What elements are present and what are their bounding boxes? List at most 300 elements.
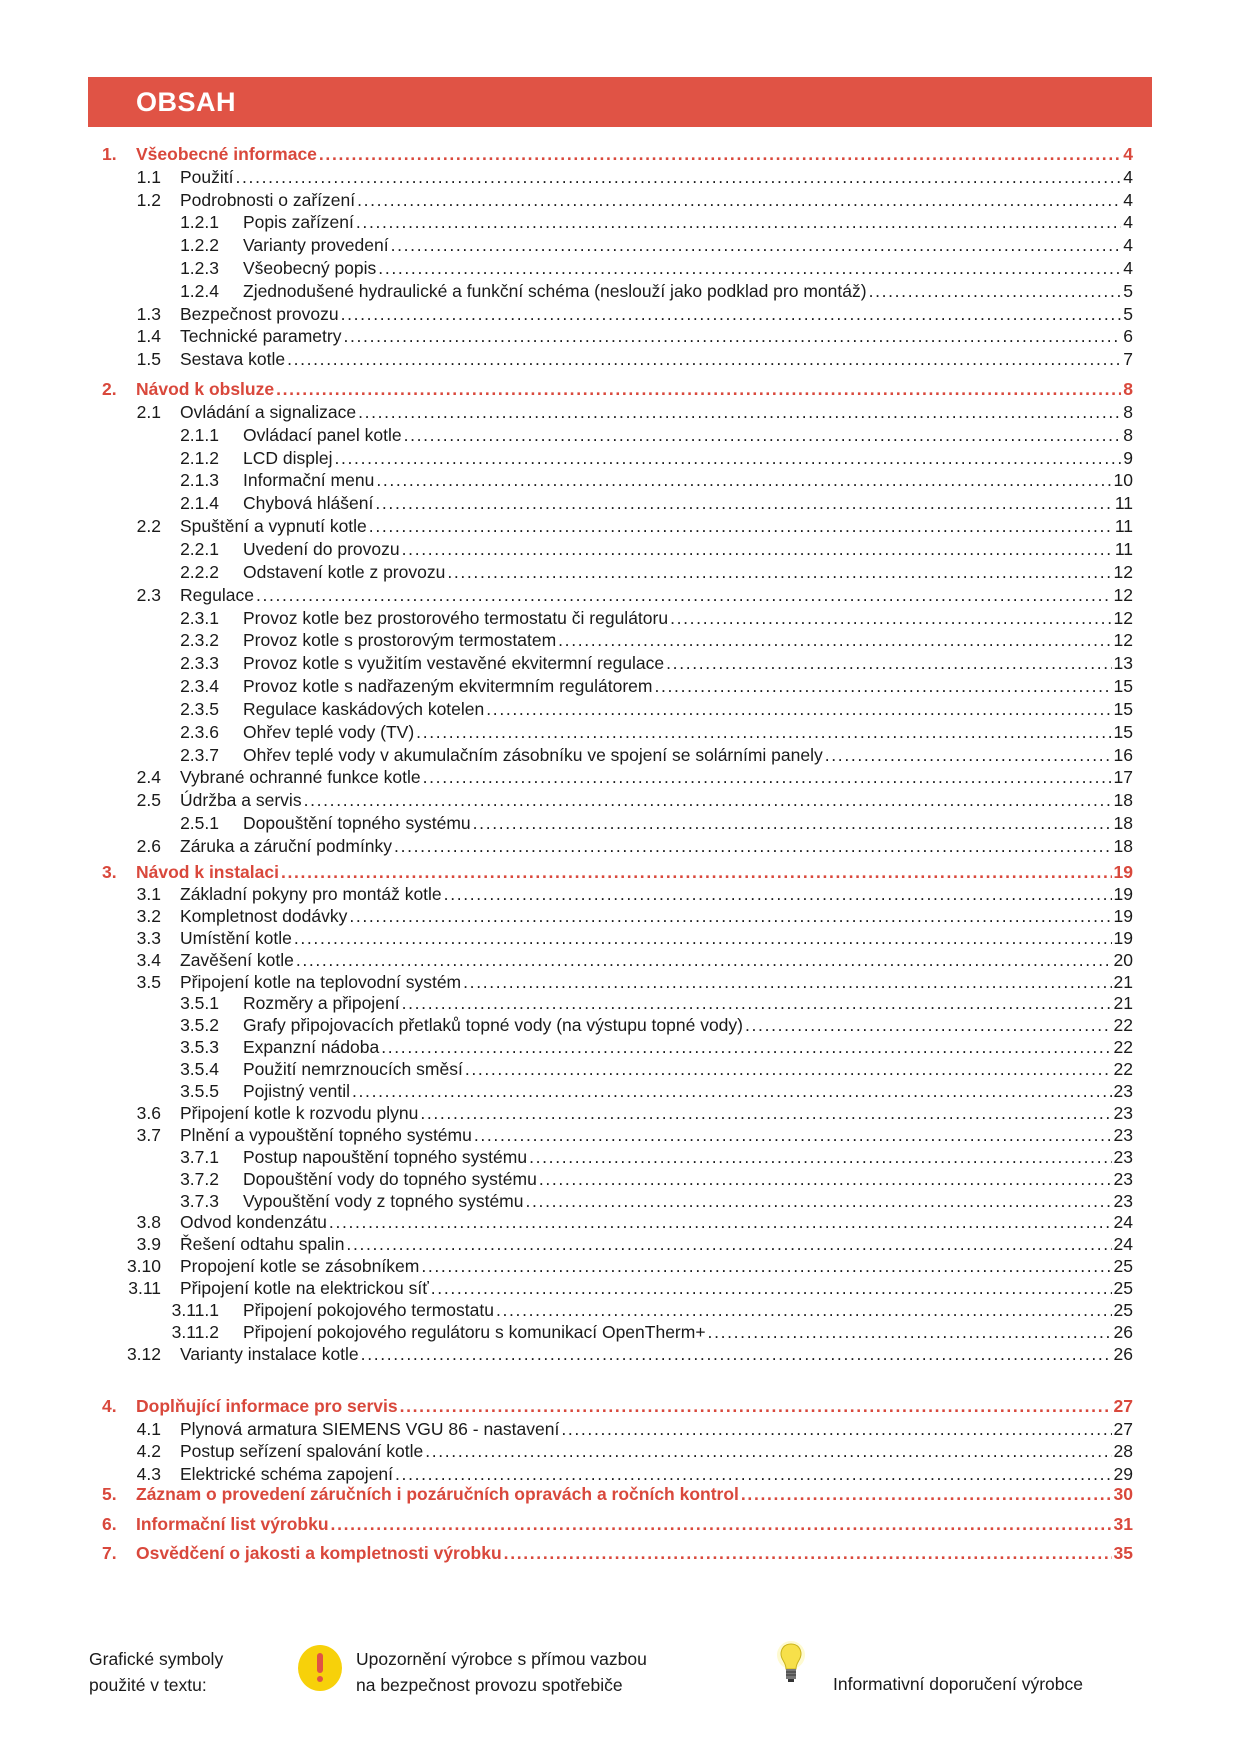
dot-leader — [256, 584, 1112, 606]
entry-title[interactable]: Podrobnosti o zařízení — [180, 189, 356, 210]
dot-leader — [486, 698, 1111, 720]
entry-line — [243, 1321, 1133, 1343]
entry-title[interactable]: Záznam o provedení záručních i pozáručních opravách a ročních kontrol — [136, 1484, 739, 1504]
entry-number: 2.5 — [136, 790, 161, 811]
entry-number: 2.5.1 — [180, 813, 219, 834]
entry-number: 4.3 — [136, 1464, 161, 1485]
entry-page-number: 24 — [1113, 1234, 1133, 1255]
entry-line — [243, 561, 1133, 583]
entry-title[interactable]: Základní pokyny pro montáž kotle — [180, 883, 442, 904]
toc-entry[interactable] — [0, 325, 1240, 347]
toc-header — [88, 77, 1152, 127]
toc-entry[interactable] — [0, 675, 1240, 697]
entry-line — [180, 303, 1133, 325]
dot-leader — [447, 561, 1111, 583]
toc-entry[interactable] — [0, 1146, 1240, 1168]
entry-title[interactable]: Použití nemrznoucích směsí — [243, 1059, 463, 1080]
toc-entry[interactable] — [0, 1014, 1240, 1036]
dot-leader — [473, 812, 1112, 834]
toc-entry[interactable] — [0, 166, 1240, 188]
entry-line — [180, 1233, 1133, 1255]
toc-entry[interactable] — [0, 1299, 1240, 1321]
toc-entry[interactable] — [0, 1102, 1240, 1124]
dot-leader — [343, 325, 1121, 347]
entry-line — [180, 515, 1133, 537]
entry-page-number: 4 — [1123, 189, 1133, 210]
entry-number: 3.11 — [128, 1278, 161, 1299]
entry-page-number: 23 — [1113, 1146, 1133, 1167]
entry-title[interactable]: Návod k instalaci — [136, 862, 279, 882]
dot-leader — [304, 789, 1112, 811]
entry-title[interactable]: Návod k obsluze — [136, 379, 275, 399]
entry-line — [136, 1513, 1133, 1535]
entry-title[interactable]: Dopouštění vody do topného systému — [243, 1168, 537, 1189]
dot-leader — [654, 675, 1111, 697]
entry-line — [243, 652, 1133, 674]
toc-entry[interactable] — [0, 971, 1240, 993]
entry-title[interactable]: Připojení kotle k rozvodu plynu — [180, 1102, 419, 1123]
toc-chapter-entry[interactable] — [0, 861, 1240, 883]
dot-leader — [666, 652, 1111, 674]
entry-number: 1.4 — [136, 326, 161, 347]
entry-page-number: 8 — [1123, 379, 1133, 399]
toc-entry[interactable] — [0, 1058, 1240, 1080]
dot-leader — [825, 744, 1112, 766]
entry-title[interactable]: Ohřev teplé vody v akumulačním zásobníku ve spojení se solárními panely — [243, 744, 823, 765]
entry-title[interactable]: Sestava kotle — [180, 349, 286, 370]
entry-line — [180, 835, 1133, 857]
toc-entry[interactable] — [0, 789, 1240, 811]
entry-line — [243, 1036, 1133, 1058]
toc-entry[interactable] — [0, 1277, 1240, 1299]
entry-number: 2.1.3 — [180, 470, 219, 491]
toc-entry[interactable] — [0, 561, 1240, 583]
entry-line — [243, 492, 1133, 514]
entry-title[interactable]: Bezpečnost provozu — [180, 303, 339, 324]
exclamation-icon — [298, 1645, 342, 1691]
entry-title[interactable]: Připojení kotle na teplovodní systém — [180, 971, 462, 992]
entry-title[interactable]: Provoz kotle s využitím vestavěné ekvitermní regulace — [243, 653, 665, 674]
toc-chapter-entry[interactable] — [0, 1483, 1240, 1505]
entry-title[interactable]: Technické parametry — [180, 326, 342, 347]
dot-leader — [529, 1146, 1111, 1168]
toc-entry[interactable] — [0, 812, 1240, 834]
entry-page-number: 21 — [1113, 993, 1133, 1014]
entry-title[interactable]: Spuštění a vypnutí kotle — [180, 516, 367, 537]
dot-leader — [378, 257, 1121, 279]
entry-number: 3.5.2 — [180, 1015, 219, 1036]
toc-entry[interactable] — [0, 883, 1240, 905]
entry-title[interactable]: Záruka a záruční podmínky — [180, 836, 393, 856]
entry-title[interactable]: Zjednodušené hydraulické a funkční schéma (neslouží jako podklad pro montáž) — [243, 280, 867, 301]
toc-entry[interactable] — [0, 1321, 1240, 1343]
entry-line — [180, 1124, 1133, 1146]
toc-entry[interactable] — [0, 492, 1240, 514]
entry-page-number: 25 — [1113, 1256, 1133, 1277]
entry-number: 3.5 — [136, 971, 161, 992]
toc-entry[interactable] — [0, 1190, 1240, 1212]
toc-entry[interactable] — [0, 721, 1240, 743]
entry-title[interactable]: Popis zařízení — [243, 212, 354, 233]
toc-entry[interactable] — [0, 949, 1240, 971]
toc-entry[interactable] — [0, 303, 1240, 325]
entry-line — [243, 812, 1133, 834]
entry-number: 1.2.1 — [180, 212, 219, 233]
entry-page-number: 15 — [1113, 698, 1133, 719]
dot-leader — [420, 1102, 1111, 1124]
dot-leader — [474, 1124, 1112, 1146]
entry-title[interactable]: Elektrické schéma zapojení — [180, 1464, 394, 1485]
entry-title[interactable]: Připojení kotle na elektrickou síť — [180, 1278, 429, 1299]
dot-leader — [361, 1343, 1112, 1365]
toc-entry[interactable] — [0, 652, 1240, 674]
entry-page-number: 22 — [1113, 1037, 1133, 1058]
entry-title[interactable]: Postup seřízení spalování kotle — [180, 1441, 424, 1462]
entry-title[interactable]: Chybová hlášení — [243, 493, 374, 514]
entry-line — [136, 1483, 1133, 1505]
toc-entry[interactable] — [0, 515, 1240, 537]
dot-leader — [276, 378, 1121, 400]
dot-leader — [465, 1058, 1112, 1080]
toc-entry[interactable] — [0, 1168, 1240, 1190]
entry-page-number: 19 — [1113, 927, 1133, 948]
entry-line — [243, 607, 1133, 629]
entry-page-number: 4 — [1123, 144, 1133, 164]
entry-title[interactable]: Doplňující informace pro servis — [136, 1396, 398, 1416]
entry-number: 3.7 — [136, 1124, 161, 1145]
entry-number: 3.5.3 — [180, 1037, 219, 1058]
toc-entry[interactable] — [0, 1343, 1240, 1365]
toc-entry[interactable] — [0, 1036, 1240, 1058]
entry-page-number: 4 — [1123, 235, 1133, 256]
entry-number: 2.6 — [136, 836, 161, 856]
entry-title[interactable]: Připojení pokojového termostatu — [243, 1300, 494, 1320]
entry-title[interactable]: Provoz kotle s prostorovým termostatem — [243, 630, 557, 651]
dot-leader — [394, 835, 1111, 857]
entry-title[interactable]: Varianty instalace kotle — [180, 1343, 359, 1364]
entry-number: 3.5.5 — [180, 1081, 219, 1101]
entry-number: 7. — [102, 1543, 117, 1563]
dot-leader — [296, 949, 1112, 971]
info-symbol-description: Informativní doporučení výrobce — [833, 1674, 1083, 1694]
entry-page-number: 29 — [1113, 1464, 1133, 1485]
legend-label-line: použité v textu: — [89, 1675, 207, 1695]
entry-page-number: 5 — [1123, 303, 1133, 324]
entry-line — [243, 744, 1133, 766]
entry-line — [243, 629, 1133, 651]
entry-page-number: 17 — [1113, 767, 1133, 788]
toc-entry[interactable] — [0, 1233, 1240, 1255]
entry-title[interactable]: Postup napouštění topného systému — [243, 1146, 528, 1167]
dot-leader — [404, 424, 1122, 446]
entry-number: 3.4 — [136, 949, 161, 970]
entry-number: 1.2.4 — [180, 280, 219, 301]
entry-page-number: 22 — [1113, 1059, 1133, 1080]
entry-title[interactable]: Zavěšení kotle — [180, 949, 294, 970]
dot-leader — [281, 861, 1112, 883]
entry-page-number: 25 — [1113, 1278, 1133, 1299]
entry-line — [180, 1418, 1133, 1440]
entry-page-number: 15 — [1113, 721, 1133, 742]
entry-line — [243, 257, 1133, 279]
toc-chapter-entry[interactable] — [0, 1395, 1240, 1417]
entry-page-number: 19 — [1113, 905, 1133, 926]
entry-number: 2.3.3 — [180, 653, 219, 674]
entry-page-number: 16 — [1113, 744, 1133, 765]
entry-title[interactable]: Umístění kotle — [180, 927, 292, 948]
entry-number: 4.1 — [136, 1418, 161, 1439]
dot-leader — [741, 1483, 1112, 1505]
entry-title[interactable]: Provoz kotle bez prostorového termostatu či regulátoru — [243, 607, 669, 628]
toc-entry[interactable] — [0, 992, 1240, 1014]
entry-page-number: 8 — [1123, 424, 1133, 445]
entry-title[interactable]: Vypouštění vody z topného systému — [243, 1190, 524, 1211]
toc-chapter-entry[interactable] — [0, 1542, 1240, 1564]
toc-entry[interactable] — [0, 1124, 1240, 1146]
dot-leader — [670, 607, 1111, 629]
dot-leader — [381, 1036, 1111, 1058]
dot-leader — [334, 447, 1121, 469]
entry-line — [243, 280, 1133, 302]
entry-title[interactable]: Regulace kaskádových kotelen — [243, 698, 485, 719]
entry-page-number: 4 — [1123, 212, 1133, 233]
entry-line — [180, 584, 1133, 606]
entry-title[interactable]: Připojení pokojového regulátoru s komunikací OpenTherm+ — [243, 1321, 706, 1342]
entry-number: 1.2.3 — [180, 258, 219, 278]
entry-page-number: 12 — [1113, 607, 1133, 628]
entry-line — [180, 166, 1133, 188]
entry-page-number: 19 — [1113, 862, 1133, 882]
entry-number: 1.2.2 — [180, 235, 219, 256]
dot-leader — [745, 1014, 1112, 1036]
toc-entry[interactable] — [0, 766, 1240, 788]
dot-leader — [376, 469, 1111, 491]
toc-entry[interactable] — [0, 927, 1240, 949]
entry-number: 3.7.3 — [180, 1190, 219, 1211]
entry-line — [136, 1395, 1133, 1417]
entry-title[interactable]: Varianty provedení — [243, 235, 389, 256]
entry-page-number: 12 — [1113, 584, 1133, 605]
warning-symbol-description — [356, 1646, 647, 1698]
toc-entry[interactable] — [0, 469, 1240, 491]
entry-number: 3. — [102, 862, 117, 882]
dot-leader — [375, 492, 1112, 514]
dot-leader — [329, 1211, 1112, 1233]
dot-leader — [349, 905, 1111, 927]
entry-number: 2.3.4 — [180, 676, 219, 697]
entry-line — [180, 1440, 1133, 1462]
entry-number: 2.3.6 — [180, 721, 219, 742]
legend-label-line: Grafické symboly — [89, 1649, 224, 1669]
toc-entry[interactable] — [0, 835, 1240, 857]
entry-line — [180, 1211, 1133, 1233]
entry-number: 2.1 — [136, 401, 161, 422]
entry-page-number: 28 — [1113, 1441, 1133, 1462]
entry-title[interactable]: Všeobecné informace — [136, 144, 317, 164]
entry-page-number: 8 — [1123, 401, 1133, 422]
entry-number: 3.10 — [126, 1256, 161, 1277]
toc-entry[interactable] — [0, 189, 1240, 211]
warning-text-line: Upozornění výrobce s přímou vazbou — [356, 1649, 647, 1669]
entry-number: 1.2 — [136, 189, 161, 210]
entry-number: 2.1.1 — [180, 424, 219, 445]
entry-title[interactable]: Grafy připojovacích přetlaků topné vody (na výstupu topné vody) — [243, 1015, 743, 1036]
entry-title[interactable]: Ovládání a signalizace — [180, 401, 357, 422]
entry-page-number: 23 — [1113, 1102, 1133, 1123]
entry-number: 2. — [102, 379, 117, 399]
entry-number: 2.2.1 — [180, 538, 219, 559]
entry-page-number: 11 — [1114, 493, 1133, 514]
toc-entry[interactable] — [0, 607, 1240, 629]
entry-number: 2.2 — [136, 516, 161, 537]
entry-title[interactable]: Odstavení kotle z provozu — [243, 561, 446, 582]
toc-entry[interactable] — [0, 280, 1240, 302]
entry-page-number: 21 — [1113, 971, 1133, 992]
toc-entry[interactable] — [0, 447, 1240, 469]
entry-number: 2.3.5 — [180, 698, 219, 719]
toc-entry[interactable] — [0, 211, 1240, 233]
entry-line — [180, 1277, 1133, 1299]
entry-line — [180, 927, 1133, 949]
toc-entry[interactable] — [0, 1255, 1240, 1277]
entry-title[interactable]: Informační menu — [243, 470, 375, 491]
dot-leader — [331, 1513, 1112, 1535]
entry-page-number: 35 — [1113, 1543, 1133, 1563]
dot-leader — [287, 348, 1121, 370]
lightbulb-icon — [776, 1640, 806, 1690]
toc-entry[interactable] — [0, 348, 1240, 370]
dot-leader — [357, 189, 1121, 211]
symbols-legend-label — [89, 1646, 223, 1698]
entry-line — [180, 189, 1133, 211]
warning-text-line: na bezpečnost provozu spotřebiče — [356, 1675, 623, 1695]
toc-entry[interactable] — [0, 584, 1240, 606]
entry-line — [243, 538, 1133, 560]
entry-line — [243, 1190, 1133, 1212]
dot-leader — [463, 971, 1111, 993]
dot-leader — [416, 721, 1111, 743]
entry-title[interactable]: Plynová armatura SIEMENS VGU 86 - nastavení — [180, 1418, 560, 1439]
toc-entry[interactable] — [0, 1080, 1240, 1102]
dot-leader — [504, 1542, 1112, 1564]
entry-line — [180, 1343, 1133, 1365]
entry-number: 3.11.2 — [171, 1321, 219, 1342]
entry-number: 2.3.2 — [180, 630, 219, 651]
entry-title[interactable]: Ovládací panel kotle — [243, 424, 402, 445]
entry-page-number: 23 — [1113, 1081, 1133, 1101]
entry-line — [180, 949, 1133, 971]
toc-entry[interactable] — [0, 257, 1240, 279]
dot-leader — [400, 1395, 1112, 1417]
entry-page-number: 10 — [1113, 470, 1133, 491]
entry-title[interactable]: Propojení kotle se zásobníkem — [180, 1256, 420, 1277]
entry-number: 3.3 — [136, 927, 161, 948]
dot-leader — [391, 234, 1122, 256]
entry-page-number: 13 — [1113, 653, 1133, 674]
dot-leader — [395, 1463, 1112, 1485]
entry-title[interactable]: Regulace — [180, 584, 254, 605]
entry-title[interactable]: Vybrané ochranné funkce kotle — [180, 767, 421, 788]
entry-title[interactable]: Použití — [180, 166, 234, 187]
entry-title[interactable]: Expanzní nádoba — [243, 1037, 380, 1058]
dot-leader — [496, 1299, 1112, 1321]
entry-line — [180, 325, 1133, 347]
entry-line — [136, 861, 1133, 883]
entry-number: 3.11.1 — [171, 1300, 219, 1320]
entry-line — [243, 1299, 1133, 1321]
toc-entry[interactable] — [0, 424, 1240, 446]
entry-title[interactable]: Ohřev teplé vody (TV) — [243, 721, 415, 742]
entry-line — [243, 1080, 1133, 1102]
entry-line — [243, 1058, 1133, 1080]
entry-title[interactable]: Rozměry a připojení — [243, 993, 400, 1014]
entry-line — [243, 1146, 1133, 1168]
entry-title[interactable]: Plnění a vypouštění topného systému — [180, 1124, 472, 1145]
entry-page-number: 19 — [1113, 883, 1133, 904]
entry-title[interactable]: Odvod kondenzátu — [180, 1212, 327, 1233]
entry-line — [243, 424, 1133, 446]
toc-entry[interactable] — [0, 538, 1240, 560]
entry-number: 2.2.2 — [180, 561, 219, 582]
entry-title[interactable]: Pojistný ventil — [243, 1081, 350, 1101]
entry-line — [243, 469, 1133, 491]
dot-leader — [421, 1255, 1111, 1277]
page-title: OBSAH — [136, 87, 237, 117]
toc-entry[interactable] — [0, 629, 1240, 651]
toc-chapter-entry[interactable] — [0, 143, 1240, 165]
toc-entry[interactable] — [0, 1440, 1240, 1462]
entry-title[interactable]: Kompletnost dodávky — [180, 905, 348, 926]
toc-entry[interactable] — [0, 744, 1240, 766]
entry-line — [243, 992, 1133, 1014]
toc-entry[interactable] — [0, 698, 1240, 720]
entry-line — [243, 1168, 1133, 1190]
toc-chapter-entry[interactable] — [0, 1513, 1240, 1535]
dot-leader — [444, 883, 1112, 905]
toc-chapter-entry[interactable] — [0, 378, 1240, 400]
entry-number: 1.3 — [136, 303, 161, 324]
entry-number: 2.3.1 — [180, 607, 219, 628]
entry-line — [243, 447, 1133, 469]
toc-entry[interactable] — [0, 905, 1240, 927]
entry-number: 3.7.1 — [180, 1146, 219, 1167]
entry-title[interactable]: Dopouštění topného systému — [243, 813, 471, 834]
toc-entry[interactable] — [0, 234, 1240, 256]
entry-page-number: 11 — [1114, 538, 1133, 559]
entry-title[interactable]: Provoz kotle s nadřazeným ekvitermním regulátorem — [243, 676, 653, 697]
entry-title[interactable]: Údržba a servis — [180, 790, 302, 811]
entry-page-number: 5 — [1123, 280, 1133, 301]
entry-title[interactable]: Informační list výrobku — [136, 1514, 329, 1534]
toc-entry[interactable] — [0, 1211, 1240, 1233]
toc-entry[interactable] — [0, 1418, 1240, 1440]
entry-title[interactable]: Všeobecný popis — [243, 258, 377, 278]
entry-page-number: 26 — [1113, 1343, 1133, 1364]
entry-title[interactable]: Osvědčení o jakosti a kompletnosti výrobku — [136, 1543, 502, 1563]
toc-entry[interactable] — [0, 401, 1240, 423]
entry-page-number: 23 — [1113, 1168, 1133, 1189]
entry-title[interactable]: Řešení odtahu spalin — [180, 1234, 345, 1255]
entry-number: 1.1 — [136, 166, 161, 187]
entry-number: 6. — [102, 1514, 117, 1534]
entry-page-number: 12 — [1113, 630, 1133, 651]
dot-leader — [341, 303, 1122, 325]
toc-entry[interactable] — [0, 1463, 1240, 1485]
entry-number: 2.4 — [136, 767, 161, 788]
entry-title[interactable]: Uvedení do provozu — [243, 538, 400, 559]
entry-line — [243, 211, 1133, 233]
entry-title[interactable]: LCD displej — [243, 447, 333, 468]
